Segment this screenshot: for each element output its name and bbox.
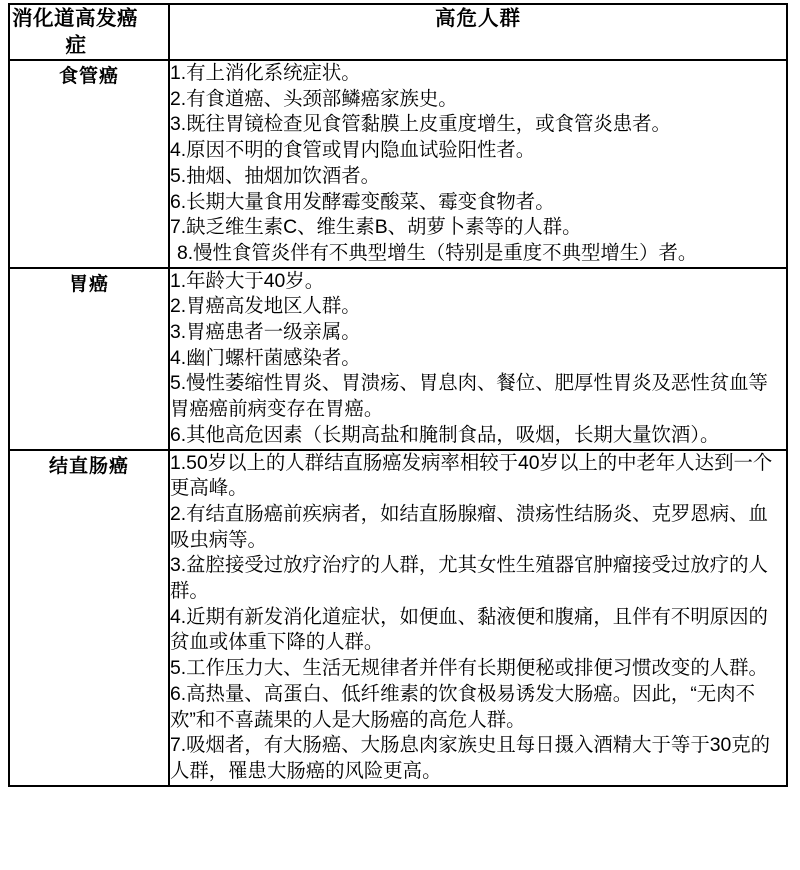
list-item: 4.幽门螺杆菌感染者。 — [170, 346, 361, 369]
cancer-type-colorectal: 结直肠癌 — [9, 450, 169, 786]
list-item: 3.盆腔接受过放疗治疗的人群，尤其女性生殖器官肿瘤接受过放疗的人群。 — [170, 554, 768, 603]
column-header-high-risk-group: 高危人群 — [169, 4, 787, 60]
table-row — [9, 450, 787, 786]
risk-factors-colorectal — [169, 450, 787, 786]
list-item: 2.有食道癌、头颈部鳞癌家族史。 — [170, 87, 458, 110]
list-item: 2.胃癌高发地区人群。 — [170, 295, 361, 318]
risk-factors-gastric — [169, 268, 787, 450]
list-item: 3.既往胃镜检查见食管黏膜上皮重度增生，或食管炎患者。 — [170, 113, 671, 136]
list-item: 6.高热量、高蛋白、低纤维素的饮食极易诱发大肠癌。因此，“无肉不欢”和不喜蔬果的人是大肠癌的高危人群。 — [170, 682, 755, 731]
list-item: 5.抽烟、抽烟加饮酒者。 — [170, 164, 381, 187]
list-item: 3.胃癌患者一级亲属。 — [170, 321, 361, 344]
list-item: 4.原因不明的食管或胃内隐血试验阳性者。 — [170, 139, 536, 162]
column-header-cancer-type — [9, 4, 169, 60]
column-header-cancer-type-line1: 消化道高发癌 — [12, 7, 138, 30]
list-item: 1.50岁以上的人群结直肠癌发病率相较于40岁以上的中老年人达到一个更高峰。 — [170, 451, 773, 500]
table-row — [9, 60, 787, 268]
list-item: 6.其他高危因素（长期高盐和腌制食品，吸烟，长期大量饮酒）。 — [170, 423, 720, 446]
list-item: 2.有结直肠癌前疾病者，如结直肠腺瘤、溃疡性结肠炎、克罗恩病、血吸虫病等。 — [170, 502, 768, 551]
table-header-row — [9, 4, 787, 60]
cancer-type-esophageal: 食管癌 — [9, 60, 169, 268]
table-body — [9, 4, 787, 786]
list-item: 6.长期大量食用发酵霉变酸菜、霉变食物者。 — [170, 190, 555, 213]
digestive-cancer-risk-table — [8, 3, 788, 787]
list-item: 1.年龄大于40岁。 — [170, 269, 325, 292]
risk-factors-esophageal — [169, 60, 787, 268]
table-row — [9, 268, 787, 450]
list-item: 7.缺乏维生素C、维生素B、胡萝卜素等的人群。 — [170, 216, 582, 239]
list-item: 5.慢性萎缩性胃炎、胃溃疡、胃息肉、餐位、肥厚性胃炎及恶性贫血等胃癌癌前病变存在胃癌。 — [170, 372, 768, 421]
list-item: 7.吸烟者，有大肠癌、大肠息肉家族史且每日摄入酒精大于等于30克的人群，罹患大肠癌的风险更高。 — [170, 734, 771, 782]
risk-factor-list — [170, 269, 786, 449]
risk-factor-list — [170, 61, 786, 267]
list-item: 4.近期有新发消化道症状，如便血、黏液便和腹痛，且伴有不明原因的贫血或体重下降的人群。 — [170, 605, 768, 654]
list-item: 1.有上消化系统症状。 — [170, 62, 361, 84]
risk-factor-list — [170, 451, 786, 785]
cancer-type-gastric: 胃癌 — [9, 268, 169, 450]
column-header-cancer-type-line2: 症 — [65, 34, 87, 57]
list-item: 5.工作压力大、生活无规律者并伴有长期便秘或排便习惯改变的人群。 — [170, 657, 768, 680]
list-item: 8.慢性食管炎伴有不典型增生（特别是重度不典型增生）者。 — [177, 241, 698, 264]
